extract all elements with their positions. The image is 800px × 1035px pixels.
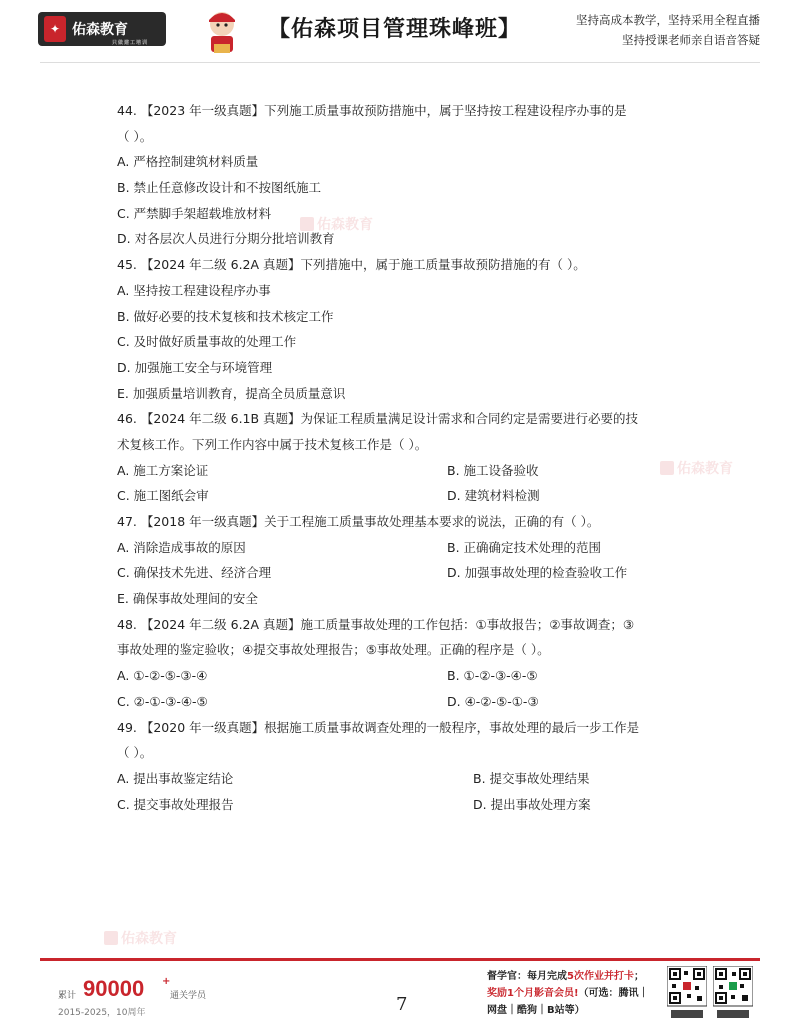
- option-a: A. 施工方案论证: [117, 462, 209, 478]
- option-a: A. 消除造成事故的原因: [117, 539, 246, 555]
- stat-number: 90000: [83, 976, 145, 1001]
- question-list: [117, 98, 697, 817]
- option-d: D. 提出事故处理方案: [473, 796, 591, 812]
- watermark: 佑森教育: [104, 928, 177, 948]
- option-b: B. ①-②-③-④-⑤: [447, 668, 538, 684]
- slogan-line-2: 坚持授课老师亲自语音答疑: [622, 33, 760, 47]
- option-row: [117, 663, 697, 689]
- watermark: 佑森教育: [660, 458, 733, 478]
- option-d: D. 加强施工安全与环境管理: [117, 359, 273, 375]
- mascot-icon: [200, 8, 244, 58]
- option-d: D. 建筑材料检测: [447, 488, 540, 504]
- option-row: [117, 689, 697, 715]
- option-d: D. 加强事故处理的检查验收工作: [447, 565, 628, 581]
- question-stem-cont: （ ）。: [117, 128, 153, 144]
- option-b: B. 做好必要的技术复核和技术核定工作: [117, 308, 334, 324]
- question-stem-cont: （ ）。: [117, 745, 153, 761]
- option-a: A. 坚持按工程建设程序办事: [117, 282, 271, 298]
- option-c: C. 及时做好质量事故的处理工作: [117, 334, 297, 350]
- promo-line-2: 奖励1个月影音会员!（可选：腾讯｜: [487, 988, 649, 999]
- watermark-logo-icon: [104, 931, 118, 945]
- brand-logo: [38, 12, 166, 46]
- option-row: [117, 792, 697, 818]
- logo-text: 佑森教育: [72, 22, 128, 38]
- option-d: D. 对各层次人员进行分期分批培训教育: [117, 231, 335, 247]
- question-stem-cont: 术复核工作。下列工作内容中属于技术复核工作是（ ）。: [117, 436, 428, 452]
- option-b: B. 施工设备验收: [447, 462, 539, 478]
- header-title: 【佑森项目管理珠峰班】: [268, 17, 522, 42]
- option-d: D. ④-②-⑤-①-③: [447, 693, 539, 709]
- option-b: B. 正确确定技术处理的范围: [447, 539, 602, 555]
- header-divider: [40, 62, 760, 63]
- question-stem: 45. 【2024 年二级 6.2A 真题】下列措施中，属于施工质量事故预防措施的有（ ）。: [117, 257, 586, 273]
- footer-divider: [40, 958, 760, 961]
- page-header: [0, 0, 800, 70]
- option-row: [117, 458, 697, 484]
- question-stem: 49. 【2020 年一级真题】根据施工质量事故调查处理的一般程序，事故处理的最后一步工作是: [117, 719, 640, 735]
- logo-mark-icon: ✦: [44, 16, 66, 42]
- option-row: [117, 483, 697, 509]
- option-c: C. 严禁脚手架超载堆放材料: [117, 205, 272, 221]
- logo-subtext: 只做建工培训: [112, 40, 149, 46]
- qr-code-icon: [667, 966, 707, 1022]
- stat-label: 累计: [58, 991, 77, 1001]
- option-c: C. 确保技术先进、经济合理: [117, 565, 272, 581]
- promo-line-1: 督学官：每月完成5次作业并打卡；: [487, 971, 644, 982]
- watermark: 佑森教育: [300, 214, 373, 234]
- promo-line-3: 网盘｜酷狗｜B站等）: [487, 1005, 585, 1016]
- option-c: C. ②-①-③-④-⑤: [117, 693, 208, 709]
- question-stem: 44. 【2023 年一级真题】下列施工质量事故预防措施中，属于坚持按工程建设程序办事的是: [117, 103, 627, 118]
- page-number: 7: [396, 994, 408, 1015]
- qr-code-icon: [713, 966, 753, 1022]
- option-row: [117, 560, 697, 586]
- page-footer: [0, 958, 800, 1035]
- question-stem: 48. 【2024 年二级 6.2A 真题】施工质量事故处理的工作包括：①事故报告；②事故调查；③: [117, 616, 635, 632]
- option-a: A. 提出事故鉴定结论: [117, 770, 234, 786]
- header-slogans: [576, 10, 760, 50]
- option-row: [117, 766, 697, 792]
- slogan-line-1: 坚持高成本教学，坚持采用全程直播: [576, 13, 760, 27]
- anniversary-text: 2015-2025，10周年: [58, 1008, 146, 1018]
- stat-suffix: 通关学员: [170, 991, 207, 1001]
- option-e: E. 加强质量培训教育，提高全员质量意识: [117, 385, 346, 401]
- promo-text: [487, 968, 662, 1019]
- option-row: [117, 535, 697, 561]
- question-stem: 47. 【2018 年一级真题】关于工程施工质量事故处理基本要求的说法，正确的有（ ）。: [117, 514, 600, 529]
- question-stem-cont: 事故处理的鉴定验收；④提交事故处理报告；⑤事故处理。正确的程序是（ ）。: [117, 642, 550, 658]
- option-a: A. 严格控制建筑材料质量: [117, 154, 259, 170]
- option-b: B. 提交事故处理结果: [473, 770, 590, 786]
- option-b: B. 禁止任意修改设计和不按图纸施工: [117, 180, 322, 196]
- option-e: E. 确保事故处理间的安全: [117, 591, 258, 607]
- question-stem: 46. 【2024 年二级 6.1B 真题】为保证工程质量满足设计需求和合同约定是需要进行必要的技: [117, 411, 639, 427]
- option-a: A. ①-②-⑤-③-④: [117, 668, 208, 684]
- option-c: C. 提交事故处理报告: [117, 796, 234, 812]
- option-c: C. 施工图纸会审: [117, 488, 209, 504]
- stat-plus: +: [162, 976, 171, 987]
